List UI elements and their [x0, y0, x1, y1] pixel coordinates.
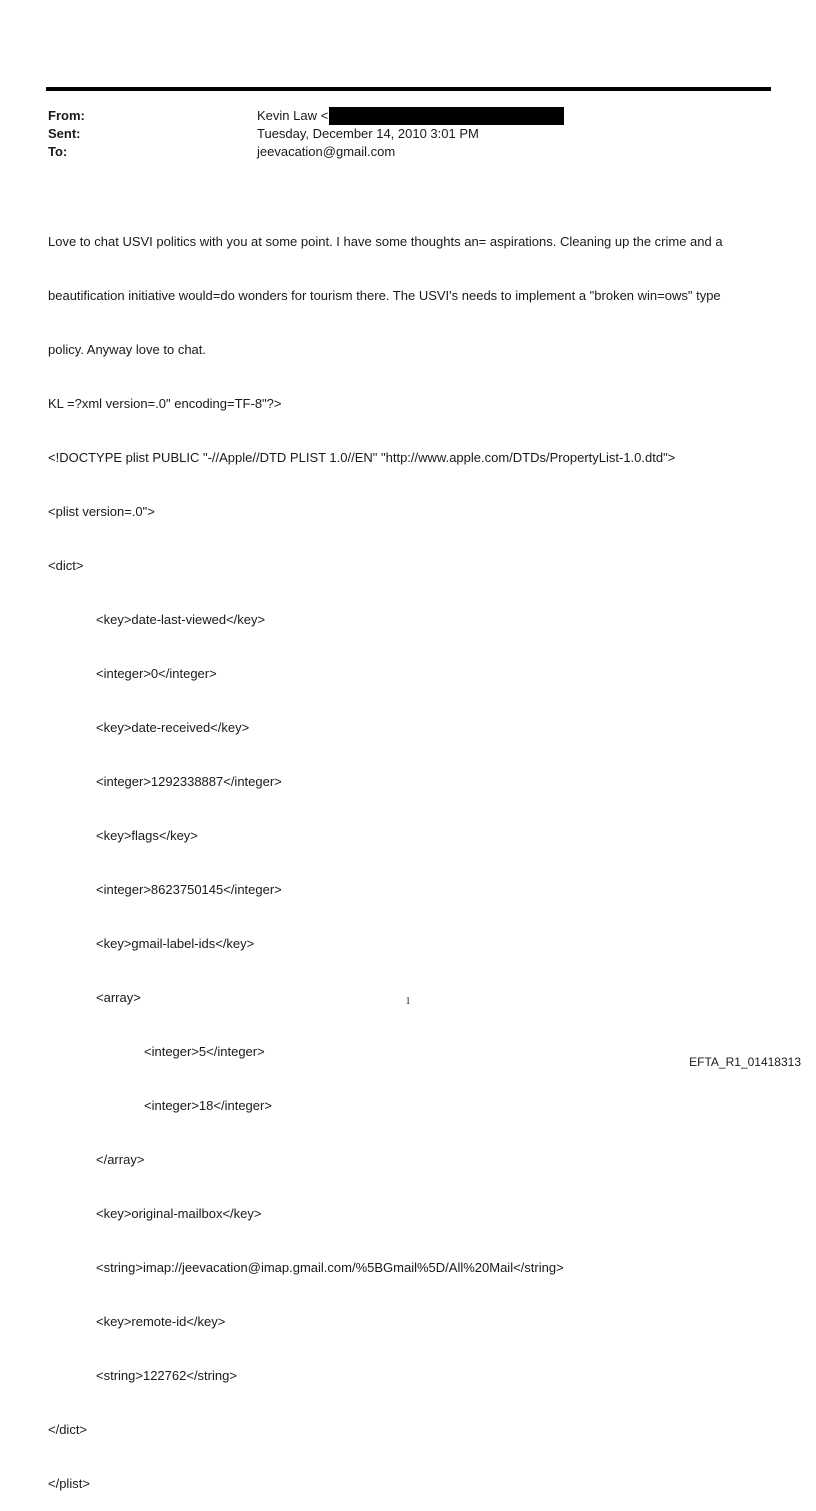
- plist-line: <dict>: [48, 558, 84, 573]
- body-line: beautification initiative would=do wonders for tourism there. The USVI's needs to implement a "broken win=ows" type: [48, 288, 721, 303]
- plist-line: <key>flags</key>: [96, 828, 198, 843]
- plist-line: <key>original-mailbox</key>: [96, 1206, 262, 1221]
- sent-label: Sent:: [48, 126, 81, 141]
- plist-line: <plist version=.0">: [48, 504, 155, 519]
- plist-line: <integer>18</integer>: [144, 1098, 272, 1113]
- to-label: To:: [48, 144, 68, 159]
- plist-line: <integer>5</integer>: [144, 1044, 265, 1059]
- redaction-box: [329, 107, 564, 125]
- plist-line: </plist>: [48, 1476, 90, 1491]
- from-name: Kevin Law <: [257, 108, 329, 123]
- plist-line: <integer>0</integer>: [96, 666, 217, 681]
- plist-line: <integer>1292338887</integer>: [96, 774, 282, 789]
- to-value: jeevacation@gmail.com: [257, 144, 396, 159]
- plist-line: <key>gmail-label-ids</key>: [96, 936, 255, 951]
- plist-line: </dict>: [48, 1422, 88, 1437]
- body-line: KL =?xml version=.0" encoding=TF-8"?>: [48, 396, 282, 411]
- plist-line: <key>date-received</key>: [96, 720, 250, 735]
- email-body: [48, 197, 768, 1511]
- from-label: From:: [48, 108, 85, 123]
- plist-line: <key>remote-id</key>: [96, 1314, 226, 1329]
- from-value: [257, 107, 564, 125]
- page-number: 1: [405, 996, 411, 1007]
- document-id: EFTA_R1_01418313: [689, 1055, 801, 1069]
- plist-line: <string>122762</string>: [96, 1368, 237, 1383]
- plist-line: <string>imap://jeevacation@imap.gmail.com/%5BGmail%5D/All%20Mail</string>: [96, 1260, 564, 1275]
- sent-value: Tuesday, December 14, 2010 3:01 PM: [257, 126, 479, 141]
- header-rule: [46, 87, 771, 91]
- plist-line: <array>: [96, 990, 141, 1005]
- plist-line: <key>date-last-viewed</key>: [96, 612, 266, 627]
- plist-line: <!DOCTYPE plist PUBLIC "-//Apple//DTD PLIST 1.0//EN" "http://www.apple.com/DTDs/PropertyList-1.0.dtd">: [48, 450, 676, 465]
- plist-line: <integer>8623750145</integer>: [96, 882, 282, 897]
- plist-line: </array>: [96, 1152, 145, 1167]
- body-line: policy. Anyway love to chat.: [48, 342, 207, 357]
- body-line: Love to chat USVI politics with you at some point. I have some thoughts an= aspirations. Cleaning up the crime and a: [48, 234, 723, 249]
